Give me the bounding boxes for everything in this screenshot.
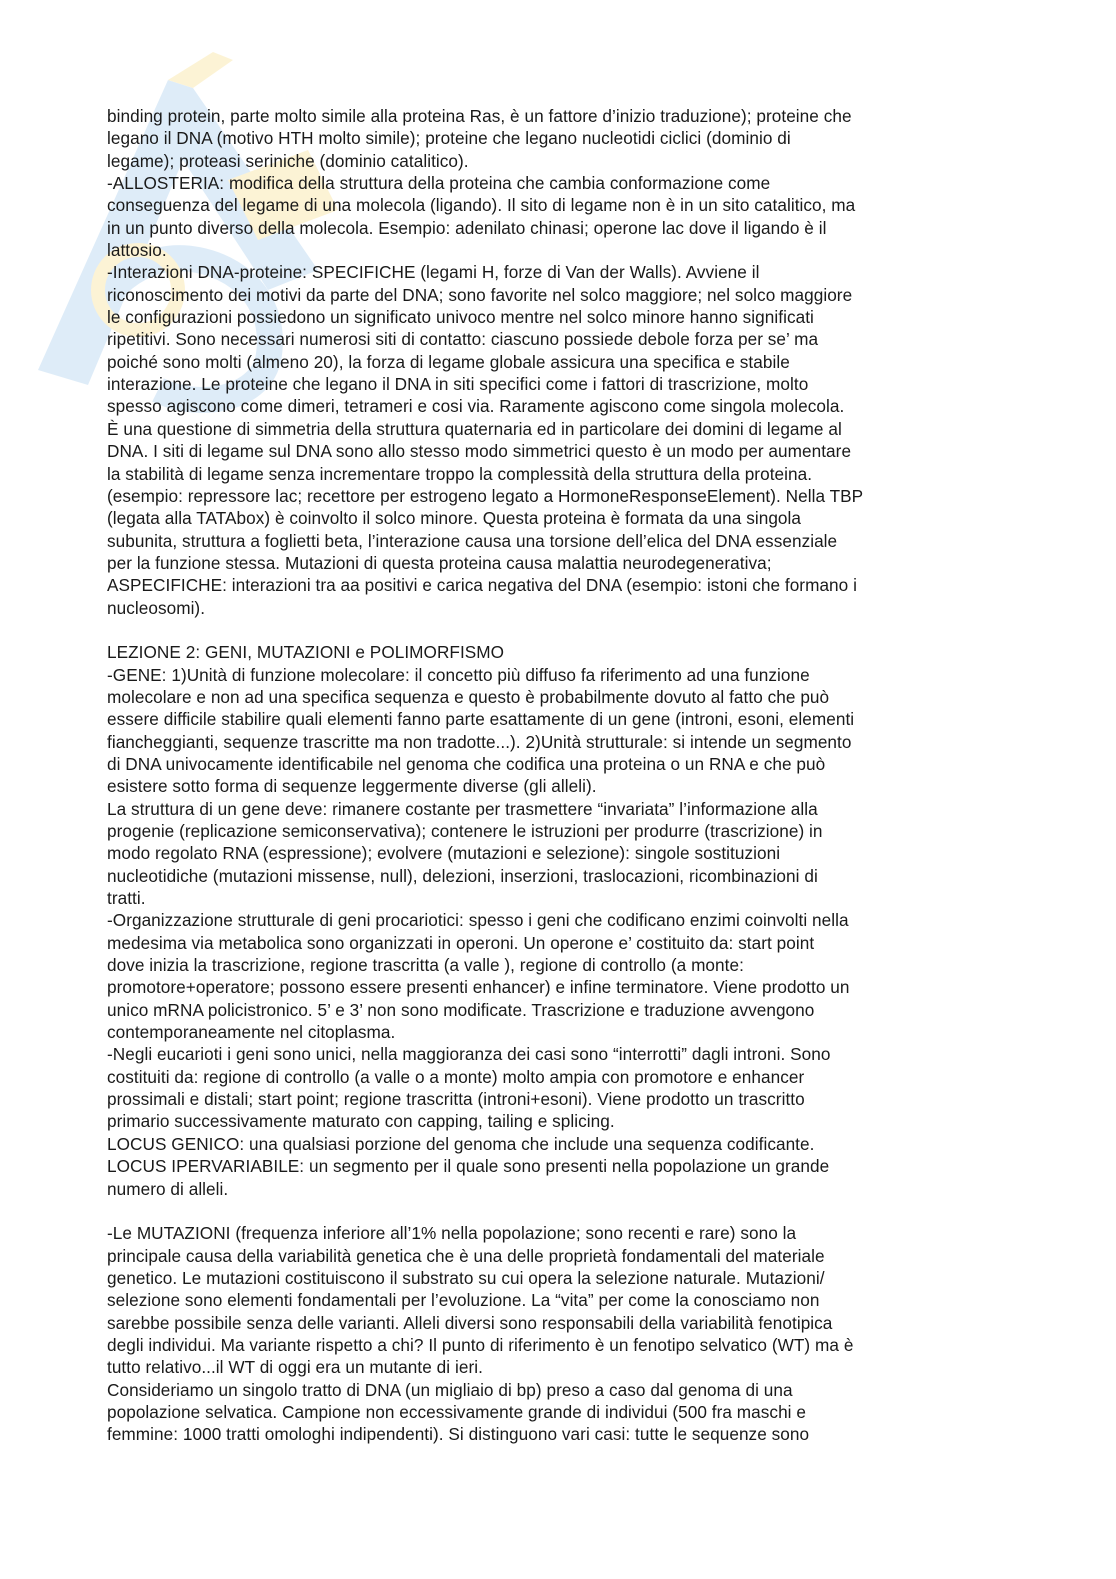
text-line: fiancheggianti, sequenze trascritte ma non tradotte...). 2)Unità strutturale: si intende un segmento — [107, 731, 852, 752]
text-line: subunita, struttura a foglietti beta, l’interazione causa una torsione dell’elica del DNA essenziale — [107, 530, 838, 551]
text-line: genetico. Le mutazioni costituiscono il substrato su cui opera la selezione naturale. Mutazioni/ — [107, 1267, 825, 1288]
text-line: Consideriamo un singolo tratto di DNA (un migliaio di bp) preso a caso dal genoma di una — [107, 1379, 793, 1400]
section-heading: LEZIONE 2: GENI, MUTAZIONI e POLIMORFISMO — [107, 642, 505, 663]
document-body — [107, 105, 1012, 1446]
text-line: la stabilità di legame senza incrementare troppo la complessità della struttura della proteina. — [107, 463, 813, 484]
text-line: medesima via metabolica sono organizzati in operoni. Un operone e’ costituito da: start point — [107, 932, 815, 953]
text-line: LOCUS GENICO: una qualsiasi porzione del genoma che include una sequenza codificante. — [107, 1133, 815, 1154]
paragraph-gap — [107, 619, 1012, 641]
text-line: -Negli eucarioti i geni sono unici, nella maggioranza dei casi sono “interrotti” dagli introni. Sono — [107, 1044, 831, 1065]
text-line: -GENE: 1)Unità di funzione molecolare: il concetto più diffuso fa riferimento ad una funzione — [107, 664, 810, 685]
text-line: le configurazioni possiedono un significato univoco mentre nel solco minore hanno significati — [107, 307, 814, 328]
text-line: lattosio. — [107, 240, 167, 261]
text-line: selezione sono elementi fondamentali per l’evoluzione. La “vita” per come la conosciamo non — [107, 1290, 820, 1311]
text-line: ripetitivi. Sono necessari numerosi siti di contatto: ciascuno possiede debole forza per se’ ma — [107, 329, 819, 350]
text-line: contemporaneamente nel citoplasma. — [107, 1022, 396, 1043]
text-line: sarebbe possibile senza delle varianti. Alleli diversi sono responsabili della variabilità fenotipica — [107, 1312, 833, 1333]
text-line: per la funzione stessa. Mutazioni di questa proteina causa malattia neurodegenerativa; — [107, 552, 772, 573]
text-line: primario successivamente maturato con capping, tailing e splicing. — [107, 1111, 615, 1132]
text-line: LOCUS IPERVARIABILE: un segmento per il quale sono presenti nella popolazione un grande — [107, 1156, 830, 1177]
text-line: numero di alleli. — [107, 1178, 229, 1199]
text-line: interazione. Le proteine che legano il DNA in siti specifici come i fattori di trascrizione, molto — [107, 374, 809, 395]
text-line: riconoscimento dei motivi da parte del DNA; sono favorite nel solco maggiore; nel solco maggiore — [107, 284, 853, 305]
text-line: legano il DNA (motivo HTH molto simile); proteine che legano nucleotidi ciclici (dominio di — [107, 128, 791, 149]
text-line: dove inizia la trascrizione, regione trascritta (a valle ), regione di controllo (a monte: — [107, 955, 744, 976]
text-line: molecolare e non ad una specifica sequenza e questo è probabilmente dovuto al fatto che può — [107, 686, 830, 707]
text-line: prossimali e distali; start point; regione trascritta (introni+esoni). Viene prodotto un trascritto — [107, 1089, 805, 1110]
text-line: progenie (replicazione semiconservativa); contenere le istruzioni per produrre (trascrizione) in — [107, 821, 823, 841]
text-line: femmine: 1000 tratti omologhi indipendenti). Si distinguono vari casi: tutte le sequenze sono — [107, 1424, 810, 1445]
text-line: È una questione di simmetria della struttura quaternaria ed in particolare dei domini di legame al — [107, 418, 842, 439]
text-line: ASPECIFICHE: interazioni tra aa positivi e carica negativa del DNA (esempio: istoni che formano i — [107, 575, 857, 596]
text-line: nucleotidiche (mutazioni missense, null), delezioni, inserzioni, traslocazioni, ricombinazioni di — [107, 865, 818, 886]
text-line: (esempio: repressore lac; recettore per estrogeno legato a HormoneResponseElement). Nella TBP — [107, 485, 864, 506]
text-line: modo regolato RNA (espressione); evolvere (mutazioni e selezione): singole sostituzioni — [107, 843, 781, 864]
text-line: tratti. — [107, 888, 146, 909]
text-line: spesso agiscono come dimeri, tetrameri e cosi via. Raramente agiscono come singola molecola. — [107, 396, 845, 417]
text-line: conseguenza del legame di una molecola (ligando). Il sito di legame non è in un sito catalitico, ma — [107, 195, 856, 216]
text-line: nucleosomi). — [107, 597, 206, 618]
paragraph-gap — [107, 1200, 1012, 1222]
text-line: popolazione selvatica. Campione non eccessivamente grande di individui (500 fra maschi e — [107, 1401, 806, 1422]
text-line: esistere sotto forma di sequenze leggermente diverse (gli alleli). — [107, 776, 597, 797]
text-line: legame); proteasi seriniche (dominio catalitico). — [107, 150, 469, 171]
text-line: costituiti da: regione di controllo (a valle o a monte) molto ampia con promotore e enhancer — [107, 1066, 805, 1087]
text-line: tutto relativo...il WT di oggi era un mutante di ieri. — [107, 1357, 483, 1378]
text-line: -Le MUTAZIONI (frequenza inferiore all’1% nella popolazione; sono recenti e rare) sono la — [107, 1223, 797, 1244]
text-line: degli individui. Ma variante rispetto a chi? Il punto di riferimento è un fenotipo selvatico (WT) ma è — [107, 1334, 854, 1355]
paragraph-lezione-2 — [107, 641, 1012, 1200]
text-line: promotore+operatore; possono essere presenti enhancer) e infine terminatore. Viene prodotto un — [107, 977, 850, 998]
text-line: unico mRNA policistronico. 5’ e 3’ non sono modificate. Trascrizione e traduzione avvengono — [107, 999, 815, 1020]
text-line: di DNA univocamente identificabile nel genoma che codifica una proteina o un RNA e che può — [107, 753, 826, 774]
text-line: principale causa della variabilità genetica che è una delle proprietà fondamentali del materiale — [107, 1245, 825, 1266]
text-line: essere difficile stabilire quali elementi fanno parte esattamente di un gene (introni, esoni, elementi — [107, 709, 855, 730]
text-line: in un punto diverso della molecola. Esempio: adenilato chinasi; operone lac dove il ligando è il — [107, 217, 827, 238]
text-line: La struttura di un gene deve: rimanere costante per trasmettere “invariata” l’informazione alla — [107, 798, 818, 819]
text-line: poiché sono molti (almeno 20), la forza di legame globale assicura una specifica e stabile — [107, 351, 790, 372]
text-line: -Organizzazione strutturale di geni procariotici: spesso i geni che codificano enzimi coinvolti nella — [107, 910, 849, 931]
text-line: (legata alla TATAbox) è coinvolto il solco minore. Questa proteina è formata da una singola — [107, 508, 802, 529]
text-line: -Interazioni DNA-proteine: SPECIFICHE (legami H, forze di Van der Walls). Avviene il — [107, 262, 760, 283]
text-line: DNA. I siti di legame sul DNA sono allo stesso modo simmetrici questo è un modo per aumentare — [107, 441, 852, 462]
text-line: binding protein, parte molto simile alla proteina Ras, è un fattore d’inizio traduzione); proteine che — [107, 106, 852, 126]
text-line: -ALLOSTERIA: modifica della struttura della proteina che cambia conformazione come — [107, 173, 771, 194]
paragraph-mutazioni — [107, 1222, 1012, 1445]
paragraph-proteins — [107, 105, 1012, 619]
